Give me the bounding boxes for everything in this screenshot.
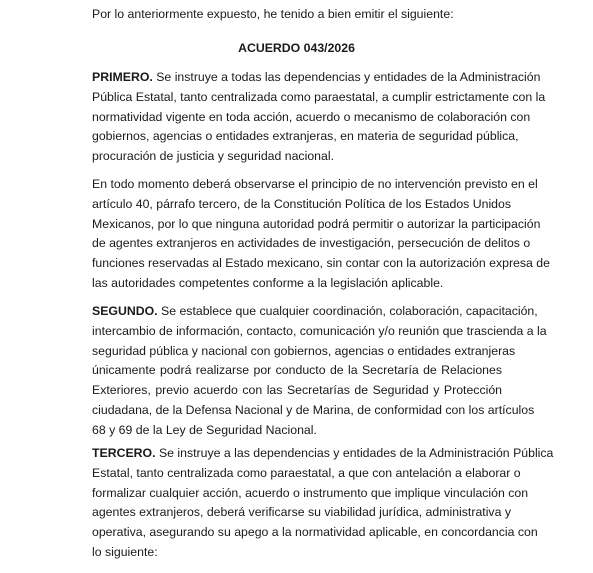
- paragraph-label: PRIMERO.: [92, 70, 153, 84]
- paragraph-line: seguridad pública y nacional con gobiernos, agencias o entidades extranjeras: [92, 343, 516, 358]
- paragraph-line: de agentes extranjeros en actividades de investigación, persecución de delitos o: [92, 236, 531, 251]
- paragraph-line: artículo 40, párrafo tercero, de la Constitución Política de los Estados Unidos: [92, 196, 512, 211]
- paragraph-line: las autoridades competentes conforme a la legislación aplicable.: [92, 275, 444, 290]
- paragraph-label: TERCERO.: [92, 446, 156, 460]
- paragraph-line: lo siguiente:: [92, 544, 158, 559]
- paragraph-line: PRIMERO. Se instruye a todas las dependencias y entidades de la Administración: [92, 70, 541, 84]
- paragraph-line: formalizar cualquier acción, acuerdo o instrumento que implique vinculación con: [92, 485, 529, 500]
- paragraph-line: ciudadana, de la Defensa Nacional y de Marina, de conformidad con los artículos: [92, 402, 535, 417]
- agreement-heading: ACUERDO 043/2026: [238, 41, 355, 55]
- paragraph-line: procuración de justicia y seguridad nacional.: [92, 149, 334, 164]
- paragraph-line: Pública Estatal, tanto centralizada como paraestatal, a cumplir estrictamente con la: [92, 89, 546, 104]
- paragraph-line: gobiernos, agencias o entidades extranjeras, en materia de seguridad pública,: [92, 129, 519, 144]
- paragraph-line: TERCERO. Se instruye a las dependencias y entidades de la Administración Pública: [92, 446, 554, 460]
- paragraph-line: operativa, asegurando su apego a la normatividad aplicable, en concordancia con: [92, 525, 538, 540]
- paragraph-line: Exteriores, previo acuerdo con las Secretarías de Seguridad y Protección: [92, 383, 502, 398]
- paragraph-line: En todo momento deberá observarse el principio de no intervención previsto en el: [92, 177, 538, 191]
- paragraph-line: únicamente podrá realizarse por conducto de la Secretaría de Relaciones: [92, 363, 502, 378]
- paragraph-tercero: [92, 444, 554, 563]
- paragraph-line: normatividad vigente en toda acción, acuerdo o mecanismo de colaboración con: [92, 109, 531, 124]
- paragraph-line: 68 y 69 de la Ley de Seguridad Nacional.: [92, 422, 317, 437]
- paragraph-segundo: [92, 302, 547, 441]
- paragraph-no-intervencion: [92, 175, 550, 294]
- paragraph-line: Estatal, tanto centralizada como paraestatal, a que con antelación a elaborar o: [92, 465, 521, 480]
- paragraph-primero: [92, 68, 546, 167]
- paragraph-line: intercambio de información, contacto, comunicación y/o reunión que trascienda a la: [92, 323, 547, 338]
- paragraph-label: SEGUNDO.: [92, 304, 158, 318]
- paragraph-line: funciones reservadas al Estado mexicano, sin contar con la autorización expresa de: [92, 256, 550, 271]
- intro-text: Por lo anteriormente expuesto, he tenido a bien emitir el siguiente:: [92, 7, 454, 21]
- paragraph-line: agentes extranjeros, deberá verificarse su viabilidad jurídica, administrativa y: [92, 505, 511, 520]
- paragraph-line: Mexicanos, por lo que ninguna autoridad podrá permitir o autorizar la participación: [92, 216, 541, 231]
- paragraph-line: SEGUNDO. Se establece que cualquier coordinación, colaboración, capacitación,: [92, 304, 538, 318]
